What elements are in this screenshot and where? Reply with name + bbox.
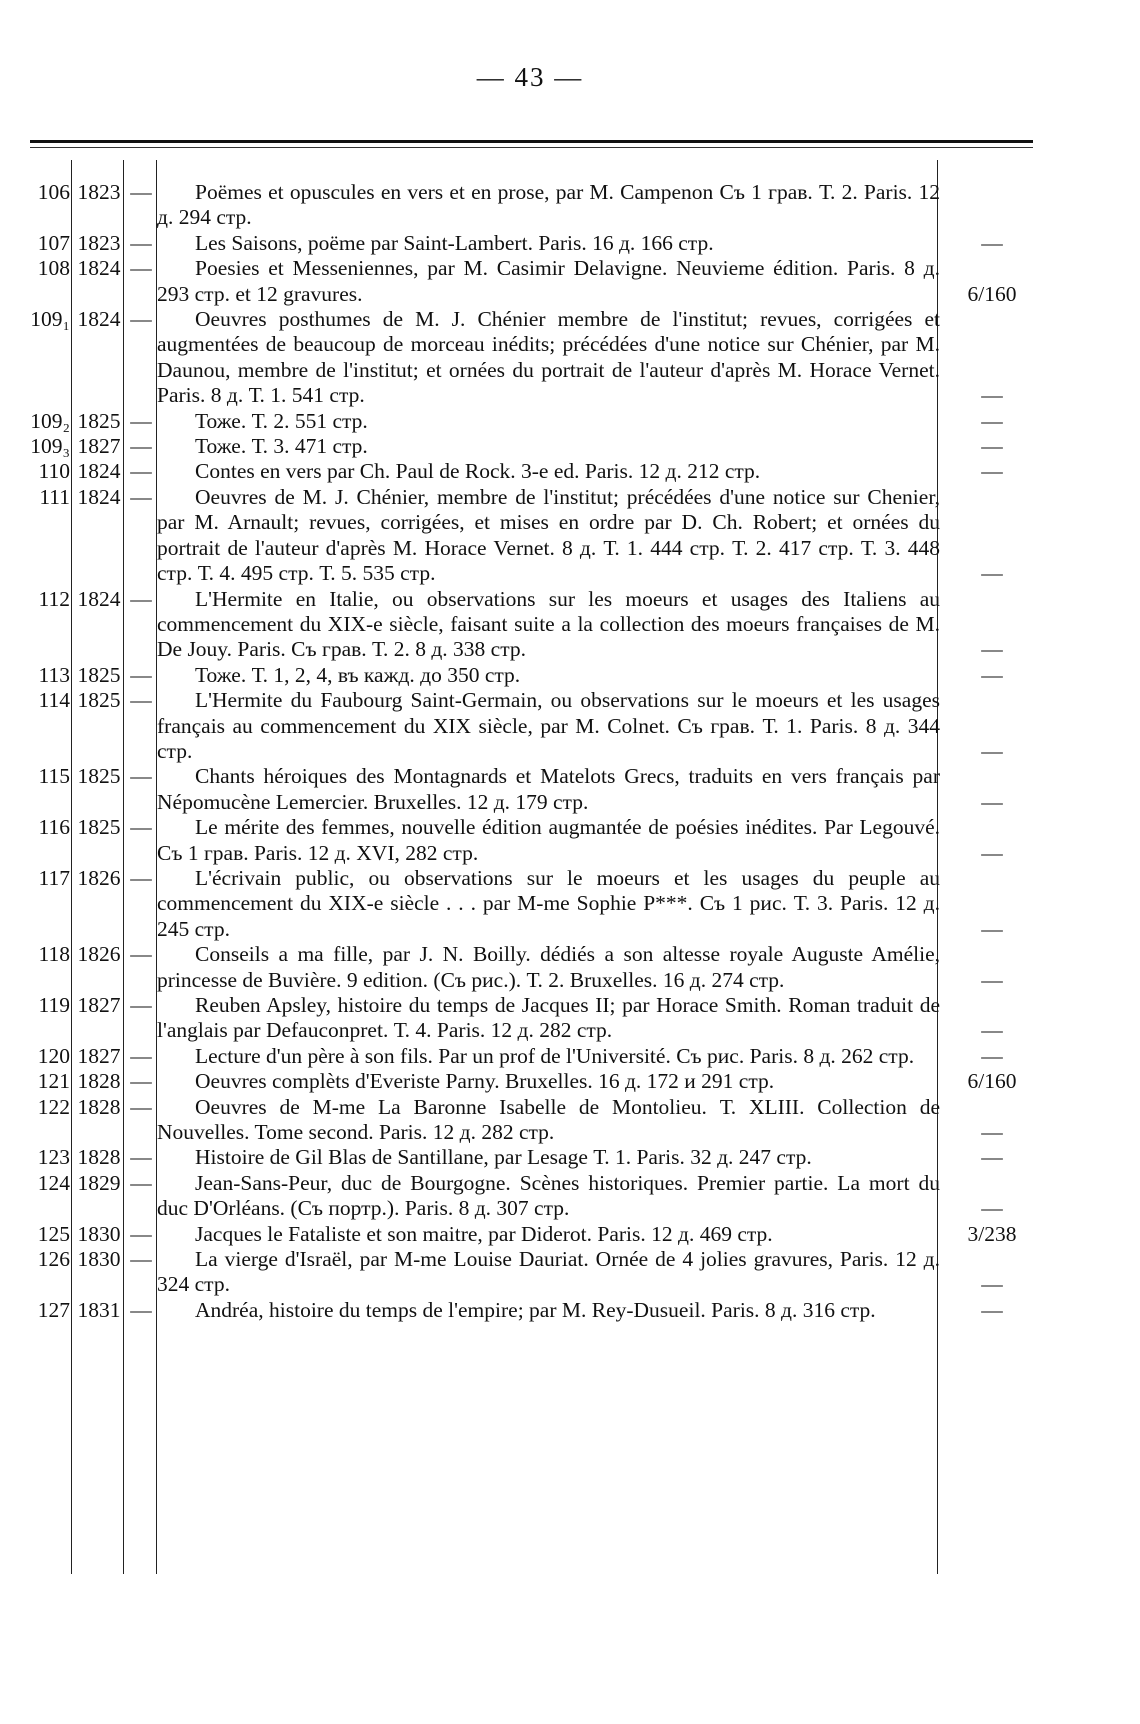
entry-description-cell (195, 1145, 944, 1170)
entry-description-cell (157, 1094, 944, 1146)
entry-description-cell (157, 307, 944, 409)
entry-year: 1830 (77, 1247, 121, 1272)
catalog-table (30, 180, 1040, 1323)
entry-number: 106 (37, 180, 70, 204)
entry-dash: — (130, 230, 152, 255)
catalog-entry (30, 459, 1040, 484)
catalog-entry (30, 180, 1040, 231)
entry-year: 1825 (77, 662, 121, 687)
entry-mark: — (981, 1043, 1003, 1068)
entry-number: 108 (37, 256, 70, 281)
catalog-entry (30, 993, 1040, 1044)
entry-year: 1828 (77, 1145, 121, 1170)
entry-mark: — (981, 967, 1003, 992)
entry-dash: — (130, 1297, 152, 1322)
entry-description: Andréa, histoire du temps de l'empire; par M. Rey-Dusueil. Paris. 8 д. 316 стр. (195, 1297, 876, 1322)
catalog-entry (30, 409, 1040, 434)
entry-mark: — (981, 1297, 1003, 1322)
entry-description-cell (195, 1044, 944, 1069)
entry-description: Contes en vers par Ch. Paul de Rock. 3-e ed. Paris. 12 д. 212 стр. (195, 459, 761, 484)
entry-year: 1831 (77, 1297, 121, 1322)
catalog-entry (30, 1044, 1040, 1069)
catalog-entry (30, 688, 1040, 764)
entry-year: 1826 (77, 865, 121, 890)
entry-number: 113 (38, 662, 70, 687)
catalog-entry (30, 1095, 1040, 1146)
entry-year: 1824 (77, 256, 121, 281)
entry-description: Poesies et Messeniennes, par M. Casimir Delavigne. Neuvieme édition. Paris. 8 д. 293 стр. et 12 gravures. (157, 256, 940, 306)
entry-description: Conseils a ma fille, par J. N. Boilly. dédiés a son altesse royale Auguste Amélie, princesse de Buvière. 9 edition. (Съ рис.). Т. 2. Bruxelles. 16 д. 274 стр. (157, 942, 940, 992)
entry-mark: 3/238 (967, 1221, 1017, 1246)
entry-number: 119 (38, 993, 70, 1017)
entry-year: 1828 (77, 1069, 121, 1094)
entry-year: 1824 (77, 484, 121, 509)
entry-dash: — (130, 1145, 152, 1170)
entry-description-cell (157, 484, 944, 587)
entry-number: 124 (37, 1170, 70, 1195)
entry-description-cell (157, 688, 944, 764)
entry-dash: — (130, 688, 152, 713)
entry-description: Тоже. Т. 2. 551 стр. (195, 408, 368, 433)
entry-year: 1827 (77, 993, 121, 1017)
entry-dash: — (130, 307, 152, 332)
entry-year: 1826 (77, 942, 121, 967)
catalog-entry (30, 1069, 1040, 1094)
entry-number: 109₃ (30, 434, 70, 459)
entry-description-cell (195, 434, 944, 459)
entry-description: Reuben Apsley, histoire du temps de Jacques II; par Horace Smith. Roman traduit de l'anglais par Defauconpret. Т. 4. Paris. 12 д. 282 стр. (157, 993, 940, 1043)
entry-description: La vierge d'Israël, par M-me Louise Dauriat. Ornée de 4 jolies gravures, Paris. 12 д. 324 стр. (157, 1247, 940, 1297)
entry-year: 1825 (77, 408, 121, 433)
entry-description-cell (195, 231, 944, 256)
entry-mark: — (981, 230, 1003, 255)
page-number: — 43 — (476, 62, 584, 92)
entry-mark: — (981, 840, 1003, 865)
entry-description-cell (157, 586, 944, 663)
entry-dash: — (130, 408, 152, 433)
entry-number: 114 (38, 688, 70, 713)
entry-dash: — (130, 815, 152, 840)
entry-description: Jacques le Fataliste et son maitre, par Diderot. Paris. 12 д. 469 стр. (195, 1221, 773, 1246)
entry-mark: — (981, 1145, 1003, 1170)
entry-year: 1823 (77, 180, 121, 204)
entry-mark: 6/160 (967, 281, 1017, 306)
entry-number: 125 (37, 1221, 70, 1246)
entry-number: 109₁ (30, 307, 70, 332)
entry-description-cell (157, 942, 944, 993)
entry-description: Les Saisons, poëme par Saint-Lambert. Paris. 16 д. 166 стр. (195, 230, 714, 255)
entry-dash: — (130, 764, 152, 789)
entry-year: 1824 (77, 307, 121, 332)
entry-mark: — (981, 1196, 1003, 1221)
entry-number: 121 (37, 1069, 70, 1094)
entry-mark: — (981, 1272, 1003, 1297)
catalog-entry (30, 1298, 1040, 1323)
catalog-entry (30, 866, 1040, 942)
entry-number: 111 (39, 484, 70, 509)
catalog-entry (30, 764, 1040, 815)
entry-description-cell (195, 409, 944, 434)
catalog-entry (30, 231, 1040, 256)
entry-description: L'Hermite du Faubourg Saint-Germain, ou observations sur le moeurs et les usages français au commencement du XIX siècle, par M. Colnet. Съ грав. Т. 1. Paris. 8 д. 344 стр. (157, 688, 940, 763)
entry-mark: 6/160 (967, 1069, 1017, 1094)
entry-mark: — (981, 637, 1003, 662)
entry-description: Oeuvres complèts d'Everiste Parny. Bruxelles. 16 д. 172 и 291 стр. (195, 1069, 775, 1094)
entry-number: 122 (37, 1094, 70, 1119)
entry-number: 112 (38, 586, 70, 611)
catalog-entry (30, 663, 1040, 688)
entry-description: Poëmes et opuscules en vers et en prose, par M. Campenon Съ 1 грав. Т. 2. Paris. 12 д. 294 стр. (157, 180, 940, 230)
entry-number: 126 (37, 1247, 70, 1272)
entry-mark: — (981, 434, 1003, 459)
entry-description: Chants héroiques des Montagnards et Matelots Grecs, traduits en vers français par Népomucène Lemercier. Bruxelles. 12 д. 179 стр. (157, 764, 940, 814)
entry-number: 107 (37, 230, 70, 255)
entry-description: Histoire de Gil Blas de Santillane, par Lesage Т. 1. Paris. 32 д. 247 стр. (195, 1145, 812, 1170)
entry-dash: — (130, 662, 152, 687)
entry-year: 1827 (77, 434, 121, 459)
entry-description-cell (157, 1170, 944, 1222)
entry-description-cell (195, 1222, 944, 1247)
entry-description-cell (157, 764, 944, 815)
catalog-entry (30, 485, 1040, 587)
entry-description: Lecture d'un père à son fils. Par un prof de l'Université. Съ рис. Paris. 8 д. 262 стр. (195, 1043, 915, 1068)
entry-dash: — (130, 1043, 152, 1068)
entry-number: 118 (38, 942, 70, 967)
entry-description: Тоже. Т. 1, 2, 4, въ кажд. до 350 стр. (195, 662, 521, 687)
entry-description-cell (157, 180, 944, 231)
entry-description: Oeuvres de M. J. Chénier, membre de l'institut; précédées d'une notice sur Chenier, par M. Arnault; revues, corrigées, et mises en ordre par D. Ch. Robert; et ornées du portrait de l'auteur d'après M. Horace Vernet. 8 д. Т. 1. 444 стр. Т. 2. 417 стр. Т. 3. 448 стр. Т. 4. 495 стр. Т. 5. 535 стр. (157, 484, 940, 586)
entry-mark: — (981, 383, 1003, 408)
entry-dash: — (130, 1221, 152, 1246)
catalog-entry (30, 1222, 1040, 1247)
catalog-entry (30, 1171, 1040, 1222)
entry-description-cell (157, 256, 944, 307)
entry-mark: — (981, 459, 1003, 484)
entry-dash: — (130, 459, 152, 484)
entry-year: 1825 (77, 764, 121, 789)
entry-description: Oeuvres posthumes de M. J. Chénier membre de l'institut; revues, corrigées et augmentées de beaucoup de morceau inédits; précédées d'une notice sur Chénier, par M. Daunou, membre de l'institut; et ornées du portrait de l'auteur d'après M. Horace Vernet. Paris. 8 д. Т. 1. 541 стр. (157, 307, 940, 408)
entry-dash: — (130, 942, 152, 967)
entry-description: L'écrivain public, ou observations sur le moeurs et les usages du peuple au commencement du XIX-e siècle . . . par M-me Sophie P***. Съ 1 рис. Т. 3. Paris. 12 д. 245 стр. (157, 865, 940, 941)
catalog-entry (30, 1247, 1040, 1298)
entry-mark: — (981, 408, 1003, 433)
entry-description: Jean-Sans-Peur, duc de Bourgogne. Scènes historiques. Premier partie. La mort du duc D'Orléans. (Съ портр.). Paris. 8 д. 307 стр. (157, 1170, 940, 1221)
entry-mark (944, 180, 1040, 231)
entry-dash: — (130, 586, 152, 611)
entry-description-cell (157, 993, 944, 1044)
entry-description: Oeuvres de M-me La Baronne Isabelle de Montolieu. Т. XLIII. Collection de Nouvelles. Tome second. Paris. 12 д. 282 стр. (157, 1094, 940, 1145)
entry-year: 1825 (77, 815, 121, 840)
entry-year: 1824 (77, 586, 121, 611)
entry-dash: — (130, 434, 152, 459)
entry-mark: — (981, 561, 1003, 586)
entry-description: Тоже. Т. 3. 471 стр. (195, 434, 368, 459)
header-rule (30, 140, 1033, 143)
entry-year: 1827 (77, 1043, 121, 1068)
entry-description-cell (157, 1247, 944, 1298)
entry-number: 109₂ (30, 408, 70, 433)
catalog-entry (30, 256, 1040, 307)
entry-dash: — (130, 993, 152, 1017)
entry-description-cell (195, 1298, 944, 1323)
entry-year: 1824 (77, 459, 121, 484)
entry-description-cell (195, 1069, 944, 1094)
entry-mark: — (981, 1120, 1003, 1145)
entry-number: 127 (37, 1297, 70, 1322)
entry-number: 120 (37, 1043, 70, 1068)
entry-number: 115 (38, 764, 70, 789)
entry-year: 1823 (77, 230, 121, 255)
entry-description-cell (195, 663, 944, 688)
header-rule-thin (30, 147, 1033, 148)
entry-number: 123 (37, 1145, 70, 1170)
entry-dash: — (130, 1247, 152, 1272)
catalog-body (30, 180, 1040, 1323)
entry-dash: — (130, 1094, 152, 1119)
entry-dash: — (130, 484, 152, 509)
entry-number: 117 (38, 865, 70, 890)
entry-mark: — (981, 662, 1003, 687)
entry-dash: — (130, 1069, 152, 1094)
entry-number: 116 (38, 815, 70, 840)
entry-year: 1830 (77, 1221, 121, 1246)
entry-description: Le mérite des femmes, nouvelle édition augmantée de poésies inédites. Par Legouvé. Съ 1 грав. Paris. 12 д. XVI, 282 стр. (157, 815, 940, 865)
entry-mark: — (981, 1018, 1003, 1043)
entry-description: L'Hermite en Italie, ou observations sur les moeurs et usages des Italiens au commencement du XIX-e siècle, faisant suite a la collection des moeurs françaises de M. De Jouy. Paris. Съ грав. Т. 2. 8 д. 338 стр. (157, 586, 940, 662)
entry-year: 1829 (77, 1170, 121, 1195)
entry-dash: — (130, 180, 152, 204)
entry-mark: — (981, 789, 1003, 814)
entry-dash: — (130, 1170, 152, 1195)
entry-description-cell (157, 815, 944, 866)
catalog-entry (30, 942, 1040, 993)
entry-description-cell (157, 865, 944, 942)
catalog-entry (30, 815, 1040, 866)
catalog-entry (30, 307, 1040, 409)
catalog-entry (30, 587, 1040, 663)
catalog-entry (30, 1145, 1040, 1170)
entry-description-cell (195, 459, 944, 484)
entry-mark: — (981, 916, 1003, 941)
entry-dash: — (130, 865, 152, 890)
entry-dash: — (130, 256, 152, 281)
catalog-entry (30, 434, 1040, 459)
entry-year: 1828 (77, 1094, 121, 1119)
entry-number: 110 (38, 459, 70, 484)
entry-mark: — (981, 738, 1003, 763)
entry-year: 1825 (77, 688, 121, 713)
